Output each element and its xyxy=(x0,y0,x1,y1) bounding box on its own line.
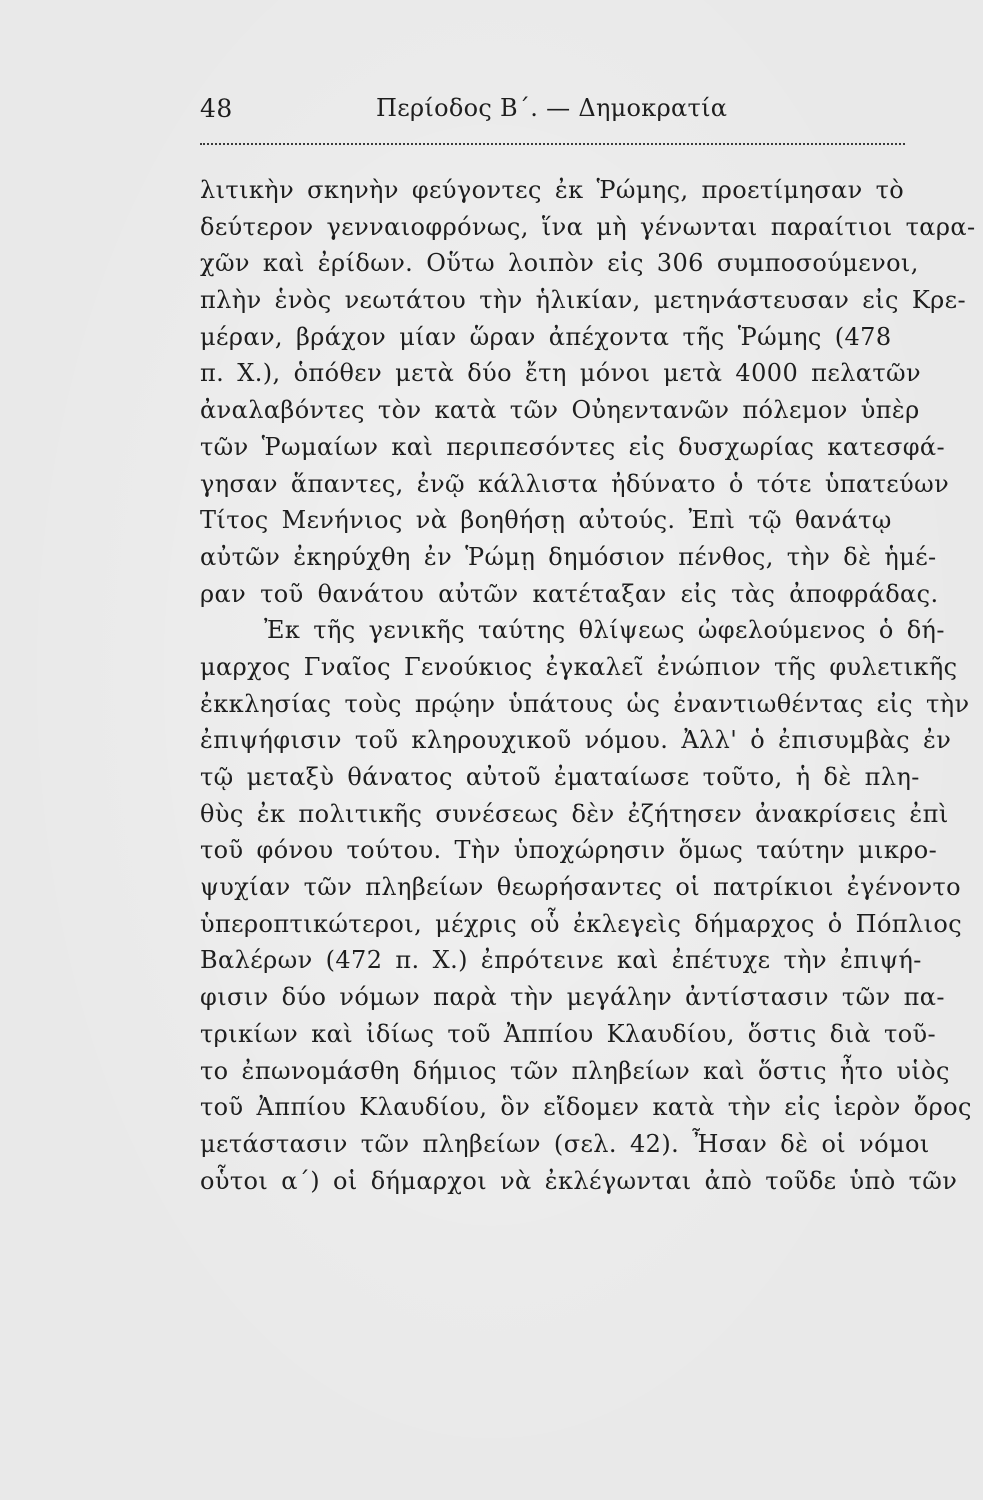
text-line: τῷ μεταξὺ θάνατος αὐτοῦ ἐματαίωσε τοῦτο, ἡ δὲ πλη- xyxy=(200,763,920,791)
text-line: μετάστασιν τῶν πληβείων (σελ. 42). Ἦσαν δὲ οἱ νόμοι xyxy=(200,1129,930,1158)
text-line: θὺς ἐκ πολιτικῆς συνέσεως δὲν ἐζήτησεν ἀνακρίσεις ἐπὶ xyxy=(200,799,949,828)
text-line: ραν τοῦ θανάτου αὐτῶν κατέταξαν εἰς τὰς ἀποφράδας. xyxy=(200,579,939,608)
text-line: τρικίων καὶ ἰδίως τοῦ Ἀππίου Κλαυδίου, ὅστις διὰ τοῦ- xyxy=(200,1019,937,1048)
dotted-header-rule xyxy=(200,143,905,145)
text-line: λιτικὴν σκηνὴν φεύγοντες ἐκ Ῥώμης, προετίμησαν τὸ xyxy=(200,176,905,204)
text-line: μέραν, βράχον μίαν ὥραν ἀπέχοντα τῆς Ῥώμης (478 xyxy=(200,322,892,351)
text-line: μαρχος Γναῖος Γενούκιος ἐγκαλεῖ ἐνώπιον τῆς φυλετικῆς xyxy=(200,652,958,681)
text-line: αὐτῶν ἐκηρύχθη ἐν Ῥώμῃ δημόσιον πένθος, τὴν δὲ ἡμέ- xyxy=(200,542,937,571)
body-text xyxy=(200,172,976,1199)
text-line: ψυχίαν τῶν πληβείων θεωρήσαντες οἱ πατρίκιοι ἐγένοντο xyxy=(200,873,962,902)
text-line: Βαλέρων (472 π. Χ.) ἐπρότεινε καὶ ἐπέτυχε τὴν ἐπιψή- xyxy=(200,946,922,975)
text-line: χῶν καὶ ἐρίδων. Οὕτω λοιπὸν εἰς 306 συμποσούμενοι, xyxy=(200,249,919,278)
text-line: τοῦ Ἀππίου Κλαυδίου, ὃν εἴδομεν κατὰ τὴν εἰς ἱερὸν ὄρος xyxy=(200,1093,972,1122)
text-line: ἀναλαβόντες τὸν κατὰ τῶν Οὐηεντανῶν πόλεμον ὑπὲρ xyxy=(200,396,920,425)
text-line: ὑπεροπτικώτεροι, μέχρις οὗ ἐκλεγεὶς δήμαρχος ὁ Πόπλιος xyxy=(200,909,963,938)
running-title: Περίοδος Β΄. — Δημοκρατία xyxy=(376,94,728,122)
paragraph-first-line: Ἐκ τῆς γενικῆς ταύτης θλίψεως ὠφελούμενος ὁ δή- xyxy=(264,616,945,645)
text-line: δεύτερον γενναιοφρόνως, ἵνα μὴ γένωνται παραίτιοι ταρα- xyxy=(200,212,976,241)
text-line: πλὴν ἑνὸς νεωτάτου τὴν ἡλικίαν, μετηνάστευσαν εἰς Κρε- xyxy=(200,286,967,315)
text-line: φισιν δύο νόμων παρὰ τὴν μεγάλην ἀντίστασιν τῶν πα- xyxy=(200,983,945,1012)
running-header xyxy=(200,94,905,134)
text-line: το ἐπωνομάσθη δήμιος τῶν πληβείων καὶ ὅστις ἦτο υἱὸς xyxy=(200,1056,950,1085)
text-line: ἐκκλησίας τοὺς πρῴην ὑπάτους ὡς ἐναντιωθέντας εἰς τὴν xyxy=(200,689,970,718)
text-line: τοῦ φόνου τούτου. Τὴν ὑποχώρησιν ὅμως ταύτην μικρο- xyxy=(200,836,938,865)
text-line: Τίτος Μενήνιος νὰ βοηθήσῃ αὐτούς. Ἐπὶ τῷ θανάτῳ xyxy=(200,506,892,535)
text-line: ἐπιψήφισιν τοῦ κληρουχικοῦ νόμου. Ἀλλ' ὁ ἐπισυμβὰς ἐν xyxy=(200,726,952,755)
text-line: οὗτοι α΄) οἱ δήμαρχοι νὰ ἐκλέγωνται ἀπὸ τοῦδε ὑπὸ τῶν xyxy=(200,1166,958,1195)
text-line: τῶν Ῥωμαίων καὶ περιπεσόντες εἰς δυσχωρίας κατεσφά- xyxy=(200,432,946,461)
text-line: γησαν ἅπαντες, ἐνῷ κάλλιστα ἠδύνατο ὁ τότε ὑπατεύων xyxy=(200,469,950,498)
page-number: 48 xyxy=(200,94,233,123)
text-line: π. Χ.), ὁπόθεν μετὰ δύο ἔτη μόνοι μετὰ 4000 πελατῶν xyxy=(200,359,922,388)
